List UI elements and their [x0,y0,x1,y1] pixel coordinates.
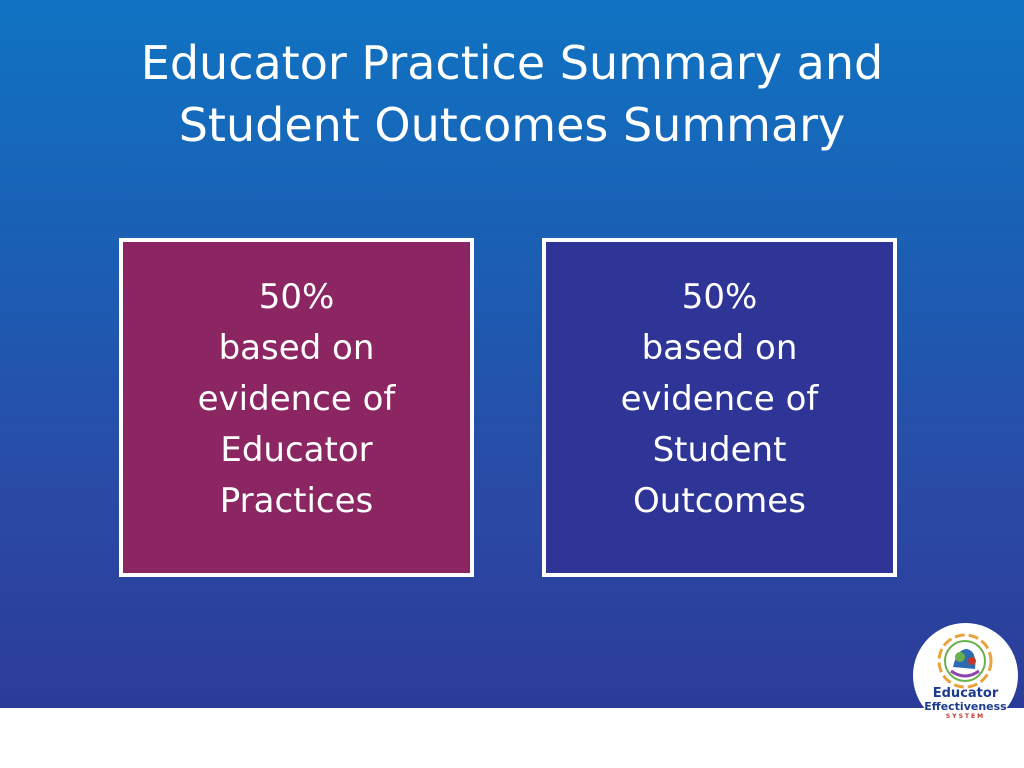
student-outcomes-box [542,238,897,577]
box-line: Educator [220,430,373,470]
logo-text-system: SYSTEM [945,713,986,720]
box-line: evidence of [197,379,396,419]
box-line: based on [218,328,375,368]
logo-text-effectiveness: Effectiveness [924,700,1007,713]
box-line: Student [652,430,787,470]
logo-text-educator: Educator [932,686,999,701]
box-line: Outcomes [633,481,806,521]
educator-effectiveness-logo-icon [927,631,1003,691]
box-line: 50% [258,277,335,317]
title-line-2: Student Outcomes Summary [178,98,846,152]
educator-effectiveness-logo [913,623,1018,728]
title-line-1: Educator Practice Summary and [140,36,884,90]
box-line: based on [641,328,798,368]
box-line: evidence of [620,379,819,419]
educator-practices-box [119,238,474,577]
box-line: Practices [219,481,374,521]
box-line: 50% [681,277,758,317]
slide-title [0,32,1024,156]
